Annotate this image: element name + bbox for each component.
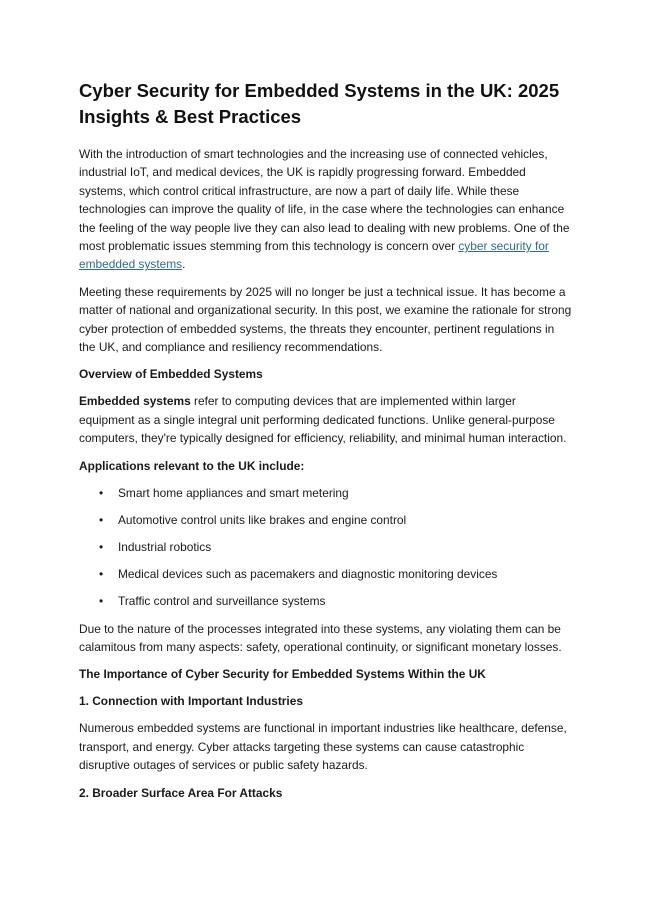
applications-heading: Applications relevant to the UK include:	[79, 458, 305, 473]
subsection-2-heading: 2. Broader Surface Area For Attacks	[79, 785, 283, 800]
list-item-text: Medical devices such as pacemakers and diagnostic monitoring devices	[118, 567, 498, 582]
page-title: Cyber Security for Embedded Systems in the UK: 2025 Insights & Best Practices	[79, 80, 560, 127]
bullet-icon: •	[99, 512, 104, 527]
list-item	[79, 538, 572, 556]
requirements-paragraph: Meeting these requirements by 2025 will no longer be just a technical issue. It has become a matter of national and organizational security. In this post, we examine the rationale for strong cyber protection of embedded systems, the threats they encounter, pertinent regulations in the UK, and compliance and resiliency recommendations.	[79, 284, 572, 355]
overview-term: Embedded systems	[79, 394, 191, 409]
intro-text: With the introduction of smart technologies and the increasing use of connected vehicles, industrial IoT, and medical devices, the UK is rapidly progressing forward. Embedded systems, which control critical infrastructure, are now a part of daily life. While these technologies can improve the quality of life, in the case where the technologies can enhance the feeling of the way people live they can also lead to dealing with new problems. One of the most problematic issues stemming from this technology is concern over	[79, 147, 570, 254]
list-item-text: Industrial robotics	[118, 540, 212, 555]
subsection-1-paragraph: Numerous embedded systems are functional in important industries like healthcare, defense, transport, and energy. Cyber attacks targeting these systems can cause catastrophic disruptive outages of services or public safety hazards.	[79, 721, 567, 773]
list-item	[79, 565, 572, 583]
subsection-1-heading: 1. Connection with Important Industries	[79, 694, 303, 709]
bullet-icon: •	[99, 485, 104, 500]
overview-text: refer to computing devices that are implemented within larger equipment as a single integral unit performing dedicated functions. Unlike general-purpose computers, they're typically designed for efficiency, reliability, and minimal human interaction.	[79, 394, 567, 446]
intro-text-end: .	[182, 257, 186, 272]
intro-paragraph	[79, 145, 572, 274]
importance-heading: The Importance of Cyber Security for Embedded Systems Within the UK	[79, 667, 486, 682]
list-item	[79, 592, 572, 610]
list-item-text: Automotive control units like brakes and engine control	[118, 512, 407, 527]
consequences-paragraph: Due to the nature of the processes integrated into these systems, any violating them can be calamitous from many aspects: safety, operational continuity, or significant monetary losses.	[79, 621, 562, 655]
overview-heading: Overview of Embedded Systems	[79, 367, 263, 382]
bullet-icon: •	[99, 540, 104, 555]
list-item-text: Smart home appliances and smart metering	[118, 485, 349, 500]
applications-list	[79, 484, 572, 611]
overview-paragraph	[79, 392, 572, 447]
list-item	[79, 484, 572, 502]
bullet-icon: •	[99, 567, 104, 582]
bullet-icon: •	[99, 594, 104, 609]
embedded-security-link[interactable]: cyber security for embedded systems	[79, 239, 549, 272]
list-item-text: Traffic control and surveillance systems	[118, 594, 326, 609]
list-item	[79, 511, 572, 529]
